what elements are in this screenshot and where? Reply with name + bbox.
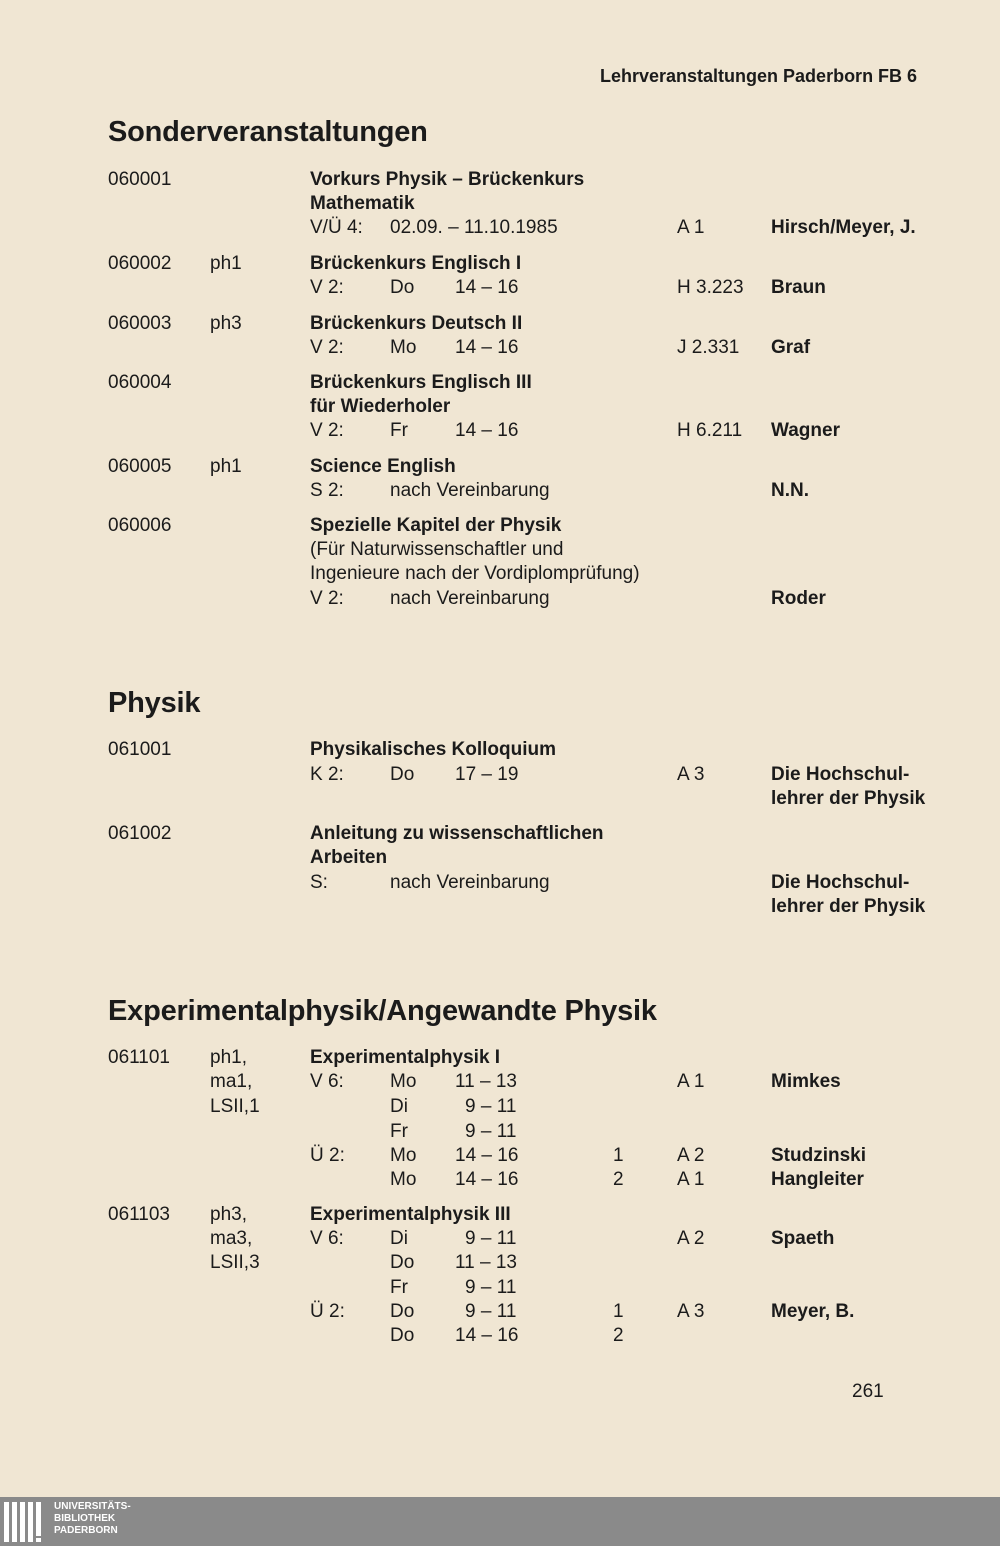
course-type: K 2: xyxy=(310,764,344,785)
course-day: Fr xyxy=(390,420,408,441)
course-note: nach Vereinbarung xyxy=(390,872,550,893)
course-type: S 2: xyxy=(310,480,344,501)
section-title-experimentalphysik: Experimentalphysik/Angewandte Physik xyxy=(108,995,657,1027)
course-number: 061101 xyxy=(108,1047,170,1068)
course-type: V/Ü 4: xyxy=(310,217,363,238)
course-time: 14 – 16 xyxy=(455,1169,519,1190)
course-lecturer: Die Hochschul- xyxy=(771,872,910,893)
course-title: Spezielle Kapitel der Physik xyxy=(310,515,562,536)
course-title: Vorkurs Physik – Brückenkurs xyxy=(310,169,585,190)
course-code: ph1 xyxy=(210,253,242,274)
course-day: Mo xyxy=(390,1169,417,1190)
course-day: Fr xyxy=(390,1121,408,1142)
course-group: 1 xyxy=(613,1145,624,1166)
course-lecturer-cont: lehrer der Physik xyxy=(771,896,926,917)
course-time: 14 – 16 xyxy=(455,1145,519,1166)
running-header: Lehrveranstaltungen Paderborn FB 6 xyxy=(600,66,918,86)
section-title-physik: Physik xyxy=(108,687,201,719)
course-date: 02.09. – 11.10.1985 xyxy=(390,217,558,238)
course-number: 061002 xyxy=(108,823,172,844)
course-type: V 2: xyxy=(310,588,344,609)
course-number: 060002 xyxy=(108,253,172,274)
course-lecturer: Studzinski xyxy=(771,1145,867,1166)
course-time: 17 – 19 xyxy=(455,764,519,785)
course-room: A 1 xyxy=(677,1071,705,1092)
course-time: 11 – 13 xyxy=(455,1071,517,1092)
course-time: 14 – 16 xyxy=(455,337,519,358)
course-day: Di xyxy=(390,1228,408,1249)
course-time: 9 – 11 xyxy=(465,1277,517,1298)
course-code: ph3, xyxy=(210,1204,247,1225)
course-time: 9 – 11 xyxy=(465,1228,517,1249)
library-logo-icon xyxy=(4,1502,46,1542)
course-code: ma3, xyxy=(210,1228,253,1249)
course-type: Ü 2: xyxy=(310,1301,345,1322)
course-lecturer: Hirsch/Meyer, J. xyxy=(771,217,916,238)
course-day: Di xyxy=(390,1096,408,1117)
course-code: LSII,1 xyxy=(210,1096,260,1117)
course-number: 060005 xyxy=(108,456,172,477)
course-day: Do xyxy=(390,277,415,298)
section-title-sonderveranstaltungen: Sonderveranstaltungen xyxy=(108,116,428,148)
course-lecturer: Wagner xyxy=(771,420,840,441)
course-code: ph1 xyxy=(210,456,242,477)
course-description-cont: Ingenieure nach der Vordiplomprüfung) xyxy=(310,563,640,584)
course-lecturer: Mimkes xyxy=(771,1071,841,1092)
course-lecturer: N.N. xyxy=(771,480,809,501)
course-time: 11 – 13 xyxy=(455,1252,517,1273)
course-time: 9 – 11 xyxy=(465,1301,517,1322)
course-code: ma1, xyxy=(210,1071,253,1092)
course-type: Ü 2: xyxy=(310,1145,345,1166)
course-time: 14 – 16 xyxy=(455,1325,519,1346)
course-day: Do xyxy=(390,1301,415,1322)
course-room: A 1 xyxy=(677,1169,705,1190)
course-title: Anleitung zu wissenschaftlichen xyxy=(310,823,604,844)
course-lecturer: Graf xyxy=(771,337,811,358)
course-description: (Für Naturwissenschaftler und xyxy=(310,539,564,560)
course-title: Brückenkurs Englisch I xyxy=(310,253,522,274)
course-room: A 1 xyxy=(677,217,705,238)
course-title: Experimentalphysik III xyxy=(310,1204,511,1225)
course-code: LSII,3 xyxy=(210,1252,260,1273)
course-code: ph3 xyxy=(210,313,242,334)
course-room: H 6.211 xyxy=(677,420,743,441)
course-type: V 2: xyxy=(310,420,344,441)
course-day: Do xyxy=(390,764,415,785)
page-number: 261 xyxy=(852,1381,884,1402)
course-title: Experimentalphysik I xyxy=(310,1047,501,1068)
course-title: Physikalisches Kolloquium xyxy=(310,739,557,760)
course-title-cont: Mathematik xyxy=(310,193,415,214)
course-number: 060001 xyxy=(108,169,172,190)
course-room: J 2.331 xyxy=(677,337,740,358)
course-lecturer: Spaeth xyxy=(771,1228,835,1249)
course-time: 9 – 11 xyxy=(465,1121,517,1142)
course-number: 060004 xyxy=(108,372,172,393)
course-day: Fr xyxy=(390,1277,408,1298)
course-group: 2 xyxy=(613,1325,624,1346)
course-number: 060003 xyxy=(108,313,172,334)
course-type: V 2: xyxy=(310,277,344,298)
course-type: V 6: xyxy=(310,1071,344,1092)
course-room: H 3.223 xyxy=(677,277,744,298)
course-number: 061103 xyxy=(108,1204,170,1225)
course-title-cont: für Wiederholer xyxy=(310,396,451,417)
course-title: Brückenkurs Deutsch II xyxy=(310,313,523,334)
course-title-cont: Arbeiten xyxy=(310,847,388,868)
course-day: Mo xyxy=(390,1145,417,1166)
course-room: A 2 xyxy=(677,1145,705,1166)
course-lecturer: Braun xyxy=(771,277,826,298)
course-day: Mo xyxy=(390,1071,417,1092)
course-code: ph1, xyxy=(210,1047,247,1068)
course-number: 061001 xyxy=(108,739,172,760)
course-time: 14 – 16 xyxy=(455,420,519,441)
library-footer-bar xyxy=(0,1497,1000,1546)
course-day: Mo xyxy=(390,337,417,358)
course-day: Do xyxy=(390,1252,415,1273)
course-note: nach Vereinbarung xyxy=(390,480,550,501)
course-lecturer: Meyer, B. xyxy=(771,1301,855,1322)
course-room: A 2 xyxy=(677,1228,705,1249)
course-room: A 3 xyxy=(677,764,705,785)
course-lecturer: Die Hochschul- xyxy=(771,764,910,785)
course-lecturer: Hangleiter xyxy=(771,1169,864,1190)
course-lecturer-cont: lehrer der Physik xyxy=(771,788,926,809)
library-logo-text: UNIVERSITÄTS- BIBLIOTHEK PADERBORN xyxy=(54,1501,131,1536)
course-type: V 2: xyxy=(310,337,344,358)
course-day: Do xyxy=(390,1325,415,1346)
course-title: Brückenkurs Englisch III xyxy=(310,372,532,393)
course-room: A 3 xyxy=(677,1301,705,1322)
course-note: nach Vereinbarung xyxy=(390,588,550,609)
course-time: 14 – 16 xyxy=(455,277,519,298)
course-title: Science English xyxy=(310,456,456,477)
course-type: S: xyxy=(310,872,328,893)
course-time: 9 – 11 xyxy=(465,1096,517,1117)
course-group: 1 xyxy=(613,1301,624,1322)
course-type: V 6: xyxy=(310,1228,344,1249)
course-number: 060006 xyxy=(108,515,172,536)
course-lecturer: Roder xyxy=(771,588,826,609)
course-group: 2 xyxy=(613,1169,624,1190)
